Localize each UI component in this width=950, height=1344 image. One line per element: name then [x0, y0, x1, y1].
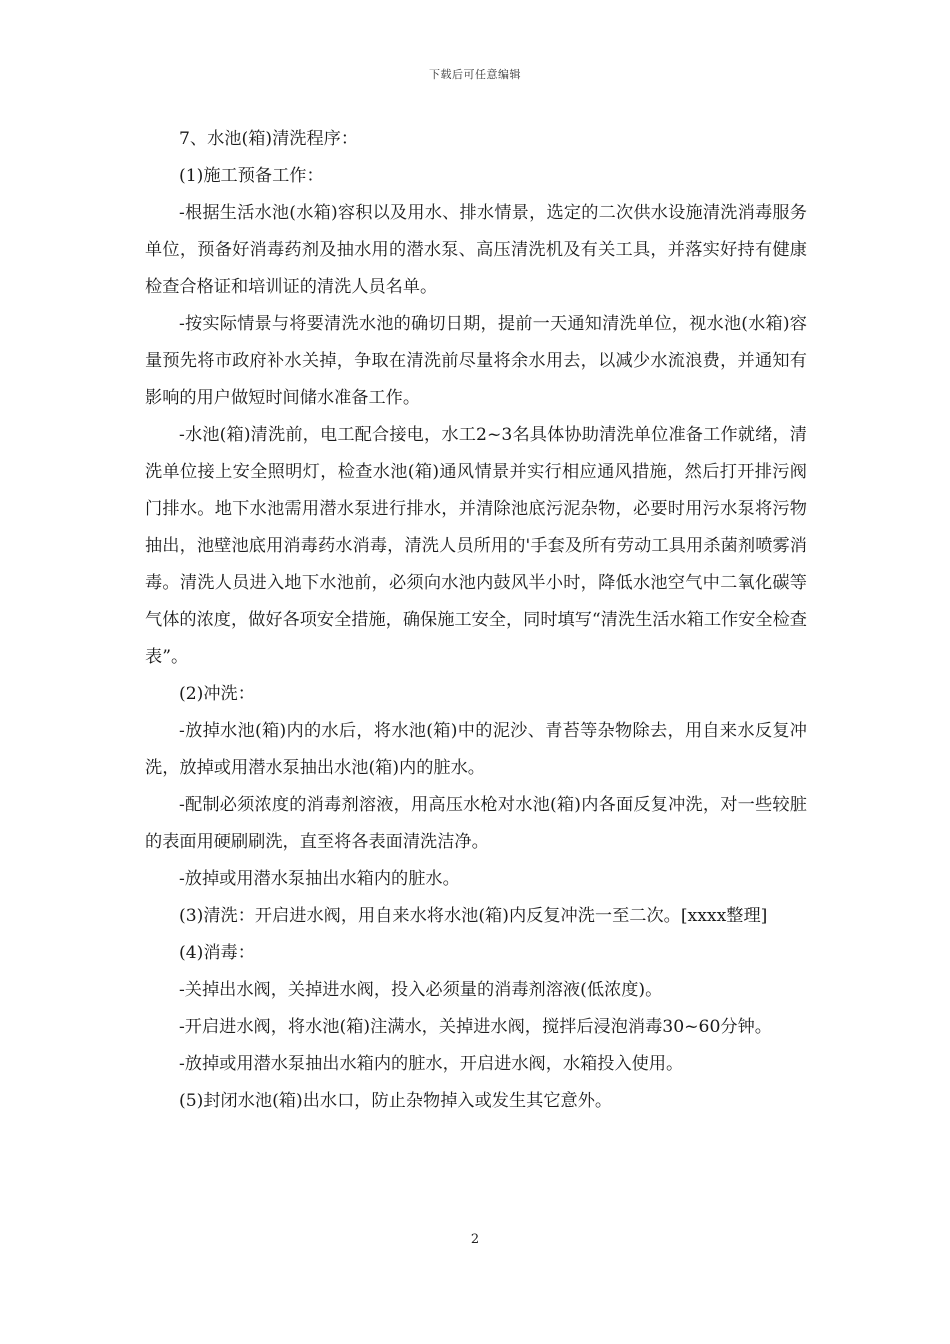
step-heading-seal: (5)封闭水池(箱)出水口，防止杂物掉入或发生其它意外。	[179, 1091, 613, 1111]
paragraph-flush-drain: -放掉水池(箱)内的水后，将水池(箱)中的泥沙、青苔等杂物除去，用自来水反复冲洗，放掉或用潜水泵抽出水池(箱)内的脏水。	[145, 721, 807, 778]
document-body	[145, 121, 807, 1120]
paragraph-prep-notification: -按实际情景与将要清洗水池的确切日期，提前一天通知清洗单位，视水池(水箱)容量预先将市政府补水关掉，争取在清洗前尽量将余水用去，以减少水流浪费，并通知有影响的用户做短时间储水准备工作。	[145, 314, 807, 408]
step-heading-disinfection: (4)消毒：	[179, 943, 255, 963]
step-heading-flushing: (2)冲洗：	[179, 684, 255, 704]
section-title-cleaning-procedure: 7、水池(箱)清洗程序：	[179, 129, 359, 149]
paragraph-disinfect-soak: -开启进水阀，将水池(箱)注满水，关掉进水阀，搅拌后浸泡消毒30~60分钟。	[179, 1017, 772, 1037]
page-header-note: 下载后可任意编辑	[429, 68, 521, 81]
paragraph-flush-pump: -放掉或用潜水泵抽出水箱内的脏水。	[179, 869, 460, 889]
step-heading-preparation: (1)施工预备工作：	[179, 166, 324, 186]
paragraph-flush-disinfectant: -配制必须浓度的消毒剂溶液，用高压水枪对水池(箱)内各面反复冲洗，对一些较脏的表面用硬刷刷洗，直至将各表面清洗洁净。	[145, 795, 807, 852]
paragraph-prep-safety: -水池(箱)清洗前，电工配合接电，水工2~3名具体协助清洗单位准备工作就绪，清洗单位接上安全照明灯，检查水池(箱)通风情景并实行相应通风措施，然后打开排污阀门排水。地下水池需用潜水泵进行排水，并清除池底污泥杂物，必要时用污水泵将污物抽出，池壁池底用消毒药水消毒，清洗人员所用的'手套及所有劳动工具用杀菌剂喷雾消毒。清洗人员进入地下水池前，必须向水池内鼓风半小时，降低水池空气中二氧化碳等气体的浓度，做好各项安全措施，确保施工安全，同时填写“清洗生活水箱工作安全检查表”。	[145, 425, 807, 667]
page-number: 2	[470, 1232, 480, 1247]
paragraph-prep-selection: -根据生活水池(水箱)容积以及用水、排水情景，选定的二次供水设施清洗消毒服务单位，预备好消毒药剂及抽水用的潜水泵、高压清洗机及有关工具，并落实好持有健康检查合格证和培训证的清洗人员名单。	[145, 203, 807, 297]
paragraph-disinfect-use: -放掉或用潜水泵抽出水箱内的脏水，开启进水阀，水箱投入使用。	[179, 1054, 684, 1074]
step-heading-cleaning: (3)清洗：开启进水阀，用自来水将水池(箱)内反复冲洗一至二次。[xxxx整理]	[179, 906, 768, 926]
paragraph-disinfect-close: -关掉出水阀，关掉进水阀，投入必须量的消毒剂溶液(低浓度)。	[179, 980, 663, 1000]
